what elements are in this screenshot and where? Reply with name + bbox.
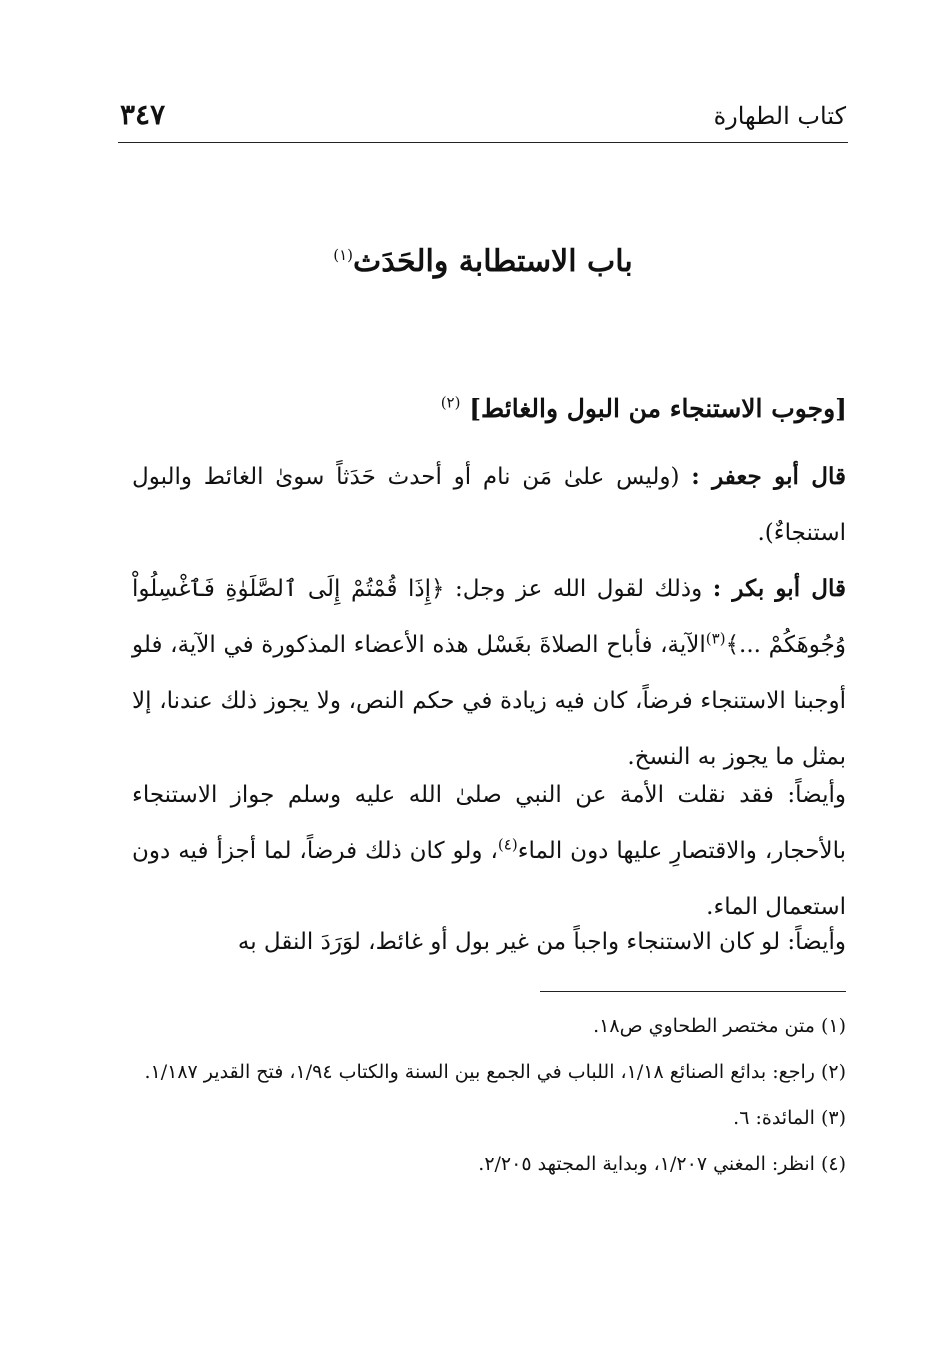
speaker-label: قال أبو جعفر :	[691, 463, 847, 490]
footnote-separator	[540, 991, 846, 992]
footnote-item	[130, 1052, 846, 1092]
footnote-text: متن مختصر الطحاوي ص١٨.	[593, 1015, 815, 1037]
paragraph-text-cont: الآية، فأباح الصلاةَ بغَسْل هذه الأعضاء المذكورة في الآية، فلو أوجبنا الاستنجاء فرضاً، كان فيه زيادة في حكم النص، ولا يجوز ذلك عندنا، إلا بمثل ما يجوز به النسخ.	[132, 632, 846, 770]
running-header	[118, 98, 848, 143]
chapter-footnote-ref: (١)	[333, 246, 353, 264]
footnote-text: المائدة: ٦.	[733, 1107, 815, 1129]
section-footnote-ref: (٢)	[440, 393, 461, 412]
paragraph-2	[132, 561, 846, 785]
paragraph-3	[132, 767, 846, 935]
footnote-ref-4: (٤)	[497, 835, 518, 854]
footnote-item	[130, 1006, 846, 1046]
paragraph-1	[132, 449, 846, 561]
footnote-item	[130, 1144, 846, 1184]
footnote-ref-3: (٣)	[705, 629, 726, 648]
speaker-label: قال أبو بكر :	[712, 575, 846, 602]
chapter-title	[118, 244, 848, 279]
paragraph-text: وأيضاً: لو كان الاستنجاء واجباً من غير بول أو غائط، لوَرَدَ النقل به	[237, 929, 846, 955]
paragraph-4	[132, 914, 846, 970]
paragraph-text-cont: ، ولو كان ذلك فرضاً، لما أجزأ فيه دون استعمال الماء.	[132, 838, 846, 920]
section-heading	[441, 394, 847, 423]
footnote-number: (١)	[820, 1015, 846, 1037]
footnote-text: راجع: بدائع الصنائع ١/١٨، اللباب في الجمع بين السنة والكتاب ١/٩٤، فتح القدير ١/١٨٧.	[144, 1061, 815, 1083]
footnote-item	[130, 1098, 846, 1138]
footnote-number: (٣)	[820, 1107, 846, 1129]
footnote-text: انظر: المغني ١/٢٠٧، وبداية المجتهد ٢/٢٠٥.	[478, 1153, 815, 1175]
paragraph-text: وذلك لقول الله عز وجل: ﴿إِذَا قُمْتُمْ إِلَى ٱلصَّلَوٰةِ فَٱغْسِلُواْ وُجُوهَكُمْ ...﴾	[132, 576, 846, 658]
book-title: كتاب الطهارة	[713, 102, 846, 130]
paragraph-text: (وليس علىٰ مَن نام أو أحدث حَدَثاً سوىٰ الغائط والبول استنجاءٌ).	[132, 464, 846, 546]
footnotes	[130, 1006, 846, 1190]
paragraph-text: وأيضاً: فقد نقلت الأمة عن النبي صلىٰ الله عليه وسلم جواز الاستنجاء بالأحجار، والاقتصارِ عليها دون الماء	[132, 782, 846, 864]
footnote-number: (٤)	[820, 1153, 846, 1175]
section-heading-text: [وجوب الاستنجاء من البول والغائط]	[469, 394, 847, 423]
footnote-number: (٢)	[820, 1061, 846, 1083]
page-number: ٣٤٧	[120, 98, 166, 131]
chapter-title-text: باب الاستطابة والحَدَث	[353, 244, 633, 279]
